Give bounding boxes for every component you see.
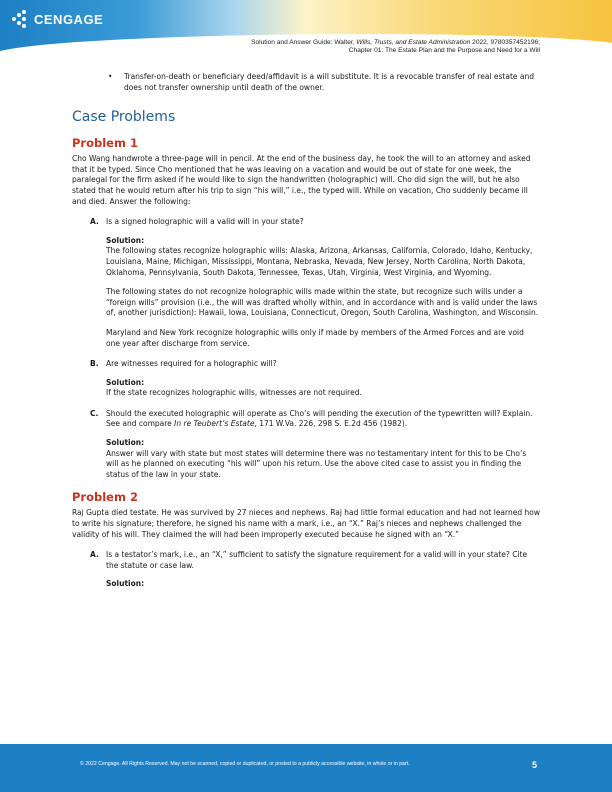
problem-1-question-b: [72, 359, 540, 370]
cengage-logo-text: CENGAGE: [34, 11, 104, 27]
problem-2-solution-a: [72, 579, 540, 590]
solution-paragraph: The following states do not recognize holographic wills made within the state, but recognize such wills under a “foreign wills” provision (i.e., the will was drafted wholly within, and in accordance with and is valid under the laws of, another jurisdiction): Hawaii, Iowa, Louisiana, Connecticut, Oregon, South Carolina, Washington, and Wisconsin.: [106, 287, 539, 318]
bullet-symbol: •: [108, 72, 113, 81]
case-citation: In re Teubert’s Estate: [174, 419, 255, 429]
bullet-text: Transfer-on-death or beneficiary deed/affidavit is a will substitute. It is a revocable transfer of real estate and does not transfer ownership until death of the owner.: [124, 72, 535, 92]
problem-2-title: Problem 2: [72, 490, 138, 505]
solution-label: Solution:: [106, 377, 145, 387]
question-text: Is a testator’s mark, i.e., an “X,” sufficient to satisfy the signature requirement for a valid will in your state? Cite the statute or case law.: [106, 550, 528, 570]
problem-1-intro: Cho Wang handwrote a three-page will in pencil. At the end of the business day, he took the will to an attorney and asked that it be typed. Since Cho mentioned that he was leaving on a vacation and would be out of state for one week, the paralegal for the firm asked if he would like to sign the handwritten (holographic) will. Cho did sign the will, but he also stated that he would return after his trip to sign “his will,” i.e., the typed will. While on vacation, Cho suddenly became ill and died. Answer the following:: [72, 154, 531, 206]
question-label: C.: [90, 408, 99, 418]
page-header: [0, 0, 612, 62]
problem-1-question-c: [72, 409, 540, 430]
section-title: Case Problems: [72, 109, 176, 126]
question-text-suffix: , 171 W.Va. 226, 298 S. E.2d 456 (1982).: [254, 419, 408, 429]
solution-paragraph: Answer will vary with state but most states will determine there was no testamentary intent for this to be Cho’s will as he planned on executing “his will” upon his return. Use the above cited case to assist you in finding the status of the law in your state.: [106, 448, 527, 479]
header-guide-title: [251, 39, 540, 46]
header-chapter-title: Chapter 01: The Estate Plan and the Purpose and Need for a Will: [348, 47, 540, 54]
problem-2-intro: Raj Gupta died testate. He was survived by 27 nieces and nephews. Raj had little formal education and had not learned how to write his signature; therefore, he signed his name with a mark, i.e., an “X.” Raj’s nieces and nephews challenged the validity of his will. They claimed the will had been improperly executed because he signed with an “X.”: [72, 508, 540, 539]
problem-2-question-a: [72, 550, 540, 571]
cengage-logo-icon: [12, 10, 30, 28]
page-number: 5: [532, 760, 538, 770]
solution-label: Solution:: [106, 235, 145, 245]
problem-1-title: Problem 1: [72, 136, 138, 151]
question-label: A.: [90, 550, 99, 560]
main-content: [72, 72, 540, 590]
question-text: Is a signed holographic will a valid will in your state?: [106, 217, 304, 227]
question-text: [106, 409, 533, 429]
solution-paragraph: The following states recognize holographic wills: Alaska, Arizona, Arkansas, California, Colorado, Idaho, Kentucky, Louisiana, Maine, Michigan, Mississippi, Montana, Nebraska, Nevada, New Jersey, North Carolina, North Dakota, Oklahoma, Pennsylvania, South Dakota, Tennessee, Texas, Utah, Virginia, West Virginia, and Wyoming.: [106, 246, 533, 277]
question-text-prefix: Should the executed holographic will operate as Cho’s will pending the execution of the typewritten will? Explain. See and compare: [106, 408, 533, 429]
problem-1-solution-c: [72, 438, 540, 480]
bullet-item: [52, 72, 540, 93]
solution-label: Solution:: [106, 579, 145, 589]
solution-paragraph: If the state recognizes holographic wills, witnesses are not required.: [106, 388, 362, 398]
header-guide-prefix: Solution and Answer Guide: Walter,: [251, 39, 357, 46]
question-label: A.: [90, 217, 99, 227]
footer-copyright: © 2022 Cengage. All Rights Reserved. May not be scanned, copied or duplicated, or posted to a publicly accessible website, in whole or in part.: [80, 761, 410, 767]
question-text: Are witnesses required for a holographic will?: [106, 359, 277, 369]
problem-1-solution-a: [72, 236, 540, 349]
header-book-title: Wills, Trusts, and Estate Administration: [356, 39, 471, 46]
cengage-logo: [12, 10, 103, 28]
problem-1-solution-b: [72, 378, 540, 399]
question-label: B.: [90, 359, 99, 369]
solution-paragraph: Maryland and New York recognize holographic wills only if made by members of the Armed Forces and are void one year after discharge from service.: [106, 327, 524, 348]
solution-label: Solution:: [106, 438, 145, 448]
page-footer: [0, 744, 612, 792]
problem-1-question-a: [72, 217, 540, 228]
header-guide-suffix: 2022, 9780357452196;: [470, 39, 540, 46]
